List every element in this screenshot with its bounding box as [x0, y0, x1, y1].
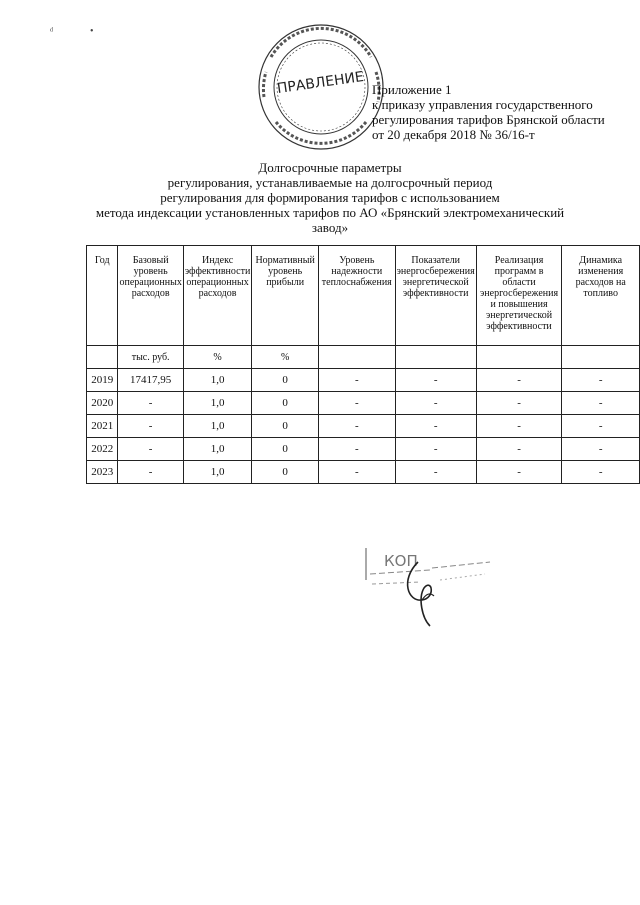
table-cell: - — [562, 461, 640, 484]
table-cell: - — [318, 392, 395, 415]
table-row — [87, 461, 640, 484]
table-cell: - — [318, 438, 395, 461]
table-cell: - — [395, 392, 476, 415]
appendix-line: Приложение 1 — [372, 82, 452, 97]
table-cell: 0 — [252, 438, 319, 461]
appendix-line: к приказу управления государственного — [372, 97, 593, 112]
table-cell: - — [476, 461, 562, 484]
table-cell: 1,0 — [183, 461, 252, 484]
table-row — [87, 438, 640, 461]
table-cell: - — [118, 392, 183, 415]
header-cell: Динамика изменения расходов на топливо — [562, 246, 640, 346]
table-cell: - — [562, 369, 640, 392]
table-cell: - — [395, 415, 476, 438]
units-cell: % — [252, 346, 319, 369]
header-cell: Показатели энергосбережения энергетической эффективности — [395, 246, 476, 346]
table-cell: - — [395, 438, 476, 461]
units-cell — [562, 346, 640, 369]
table-cell: - — [118, 438, 183, 461]
units-cell: % — [183, 346, 252, 369]
title-line: завод» — [311, 220, 349, 235]
table-row — [87, 369, 640, 392]
table-cell: 1,0 — [183, 369, 252, 392]
table-units-row — [87, 346, 640, 369]
header-cell: Нормативный уровень прибыли — [252, 246, 319, 346]
table-cell: - — [118, 461, 183, 484]
table-cell: 1,0 — [183, 415, 252, 438]
year-cell: 2019 — [87, 369, 118, 392]
table-header-row — [87, 246, 640, 346]
seal-text: ПРАВЛЕНИЕ — [276, 69, 365, 98]
table-cell: - — [318, 415, 395, 438]
units-cell — [476, 346, 562, 369]
table-cell: - — [476, 438, 562, 461]
table-cell: 1,0 — [183, 438, 252, 461]
title-line: регулирования для формирования тарифов с использованием — [160, 190, 500, 205]
table-cell: - — [476, 415, 562, 438]
appendix-line: регулирования тарифов Брянской области — [372, 112, 605, 127]
table-cell: - — [562, 415, 640, 438]
stamp-text: КОП — [384, 552, 418, 570]
signature-stamp — [360, 540, 500, 630]
header-cell: Индекс эффективности операционных расходов — [183, 246, 252, 346]
year-cell: 2022 — [87, 438, 118, 461]
document-title — [70, 160, 590, 235]
units-cell — [87, 346, 118, 369]
parameters-table — [86, 245, 640, 484]
appendix-line: от 20 декабря 2018 № 36/16-т — [372, 127, 535, 142]
table-row — [87, 392, 640, 415]
table-cell: - — [562, 438, 640, 461]
table-cell: 0 — [252, 461, 319, 484]
table-cell: 1,0 — [183, 392, 252, 415]
title-line: регулирования, устанавливаемые на долгосрочный период — [167, 175, 493, 190]
table-cell: - — [395, 369, 476, 392]
header-cell: Уровень надежности теплоснабжения — [318, 246, 395, 346]
units-cell — [318, 346, 395, 369]
title-line: метода индексации установленных тарифов по АО «Брянский электромеханический — [95, 205, 565, 220]
header-cell: Базовый уровень операционных расходов — [118, 246, 183, 346]
year-cell: 2023 — [87, 461, 118, 484]
official-seal — [256, 22, 386, 152]
table-cell: - — [476, 369, 562, 392]
year-cell: 2020 — [87, 392, 118, 415]
table-cell: - — [476, 392, 562, 415]
table-cell: - — [562, 392, 640, 415]
appendix-header — [372, 82, 634, 142]
title-line: Долгосрочные параметры — [258, 160, 402, 175]
scan-mark: • — [90, 26, 94, 37]
table-cell: 0 — [252, 392, 319, 415]
table-cell: 0 — [252, 369, 319, 392]
table-cell: - — [395, 461, 476, 484]
header-cell: Реализация программ в области энергосбережения и повышения энергетической эффективности — [476, 246, 562, 346]
table-row — [87, 415, 640, 438]
scan-mark: ᵈ — [50, 26, 54, 37]
table-cell: 17417,95 — [118, 369, 183, 392]
table-cell: - — [118, 415, 183, 438]
table-cell: - — [318, 369, 395, 392]
units-cell: тыс. руб. — [118, 346, 183, 369]
units-cell — [395, 346, 476, 369]
table-cell: 0 — [252, 415, 319, 438]
table-cell: - — [318, 461, 395, 484]
header-cell: Год — [87, 246, 118, 346]
year-cell: 2021 — [87, 415, 118, 438]
